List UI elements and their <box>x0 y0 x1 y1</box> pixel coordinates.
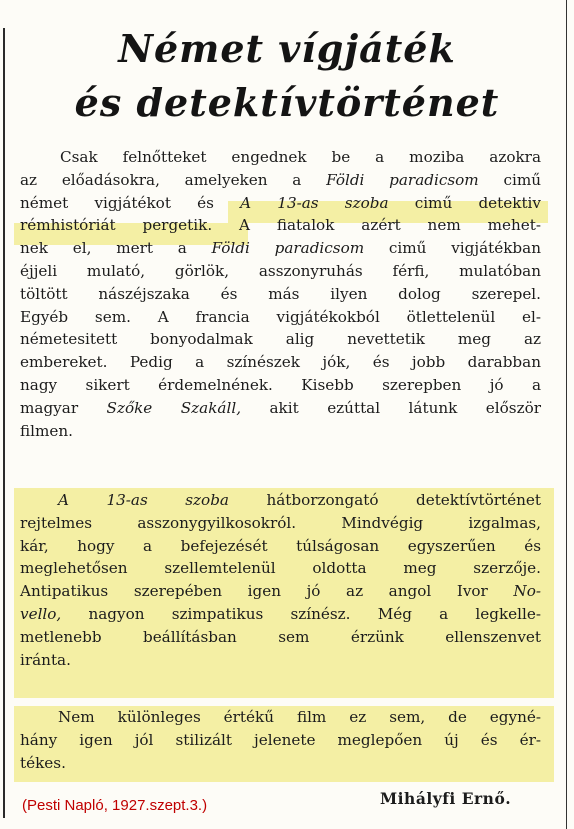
text-line <box>20 306 541 328</box>
headline-line-2: és detektívtörténet <box>74 80 500 125</box>
text-line <box>20 603 541 625</box>
text-span: hány igen jól stilizált jelenete meglepően új és ér- <box>20 730 541 749</box>
text-span: Csak felnőtteket engednek be a moziba azokra <box>60 148 541 166</box>
text-line <box>20 283 541 305</box>
text-line <box>20 374 541 396</box>
text-span: rémhistóriát pergetik. A fiatalok azért nem mehet- <box>20 216 541 235</box>
text-line <box>20 214 541 236</box>
column-rule-left <box>3 28 5 818</box>
italic-title: No- <box>513 582 541 601</box>
text-line <box>58 489 541 511</box>
text-span: töltött nászéjszaka és más ilyen dolog szerepel. <box>20 284 541 303</box>
italic-title: Földi paradicsom <box>211 239 365 258</box>
text-span: nagy sikert érdemelnének. Kisebb szerepben jó a <box>20 376 541 394</box>
text-line <box>20 260 541 282</box>
text-span: német vigjátékot és <box>20 193 241 212</box>
text-span: cimű detektiv <box>388 193 541 212</box>
text-span: rejtelmes asszonygyilkosokról. Mindvégig izgalmas, <box>20 513 541 532</box>
text-span: az előadásokra, amelyeken a <box>20 170 327 189</box>
text-span: Nem különleges értékű film ez sem, de egyné- <box>58 708 541 726</box>
text-line <box>20 420 541 442</box>
text-line <box>20 752 541 774</box>
text-line <box>20 535 541 557</box>
text-line <box>20 237 541 259</box>
italic-title: A 13-as szoba <box>240 193 389 212</box>
text-span: Antipatikus szerepében igen jó az angol Ivor <box>20 582 514 601</box>
italic-title: vello, <box>20 605 62 623</box>
text-line <box>20 580 541 602</box>
text-line <box>20 328 541 350</box>
text-span: tékes. <box>20 753 66 772</box>
text-span: kár, hogy a befejezését túlságosan egyszerűen és <box>20 536 541 555</box>
text-span: embereket. Pedig a színészek jók, és jobb darabban <box>20 353 541 372</box>
text-span: hátborzongató detektívtörténet <box>228 491 541 509</box>
text-line <box>58 706 541 728</box>
text-line <box>20 351 541 373</box>
italic-title: A 13-as szoba <box>58 491 229 509</box>
text-span: nagyon szimpatikus színész. Még a legkelle- <box>61 605 541 623</box>
text-span: nek el, mert a <box>20 239 212 258</box>
text-span: magyar <box>20 398 107 417</box>
text-span: akit ezúttal látunk először <box>241 398 541 417</box>
source-note: (Pesti Napló, 1927.szept.3.) <box>22 797 208 814</box>
text-line <box>20 512 541 534</box>
text-span: Egyéb sem. A francia vigjátékokból ötlettelenül el- <box>20 307 541 326</box>
text-span: cimű vigjátékban <box>364 239 541 258</box>
text-span: éjjeli mulató, görlök, asszonyruhás férfi, mulatóban <box>20 262 541 280</box>
author-byline: Mihályfi Ernő. <box>380 789 512 808</box>
text-line <box>20 729 541 751</box>
text-line <box>60 146 541 168</box>
headline-line-1: Német vígjáték <box>118 26 456 71</box>
text-span: meglehetősen szellemtelenül oldotta meg szerzője. <box>20 559 541 578</box>
text-line <box>20 626 541 648</box>
text-line <box>20 192 541 214</box>
italic-title: Földi paradicsom <box>326 170 479 189</box>
text-span: filmen. <box>20 421 73 440</box>
text-span: cimű <box>478 170 541 189</box>
text-span: németesitett bonyodalmak alig nevettetik meg az <box>20 330 541 349</box>
text-line <box>20 557 541 579</box>
text-span: metlenebb beállításban sem érzünk ellenszenvet <box>20 627 541 646</box>
text-line <box>20 397 541 419</box>
italic-title: Szőke Szakáll, <box>106 398 242 417</box>
text-line <box>20 169 541 191</box>
text-line <box>20 649 541 671</box>
text-span: iránta. <box>20 650 71 669</box>
